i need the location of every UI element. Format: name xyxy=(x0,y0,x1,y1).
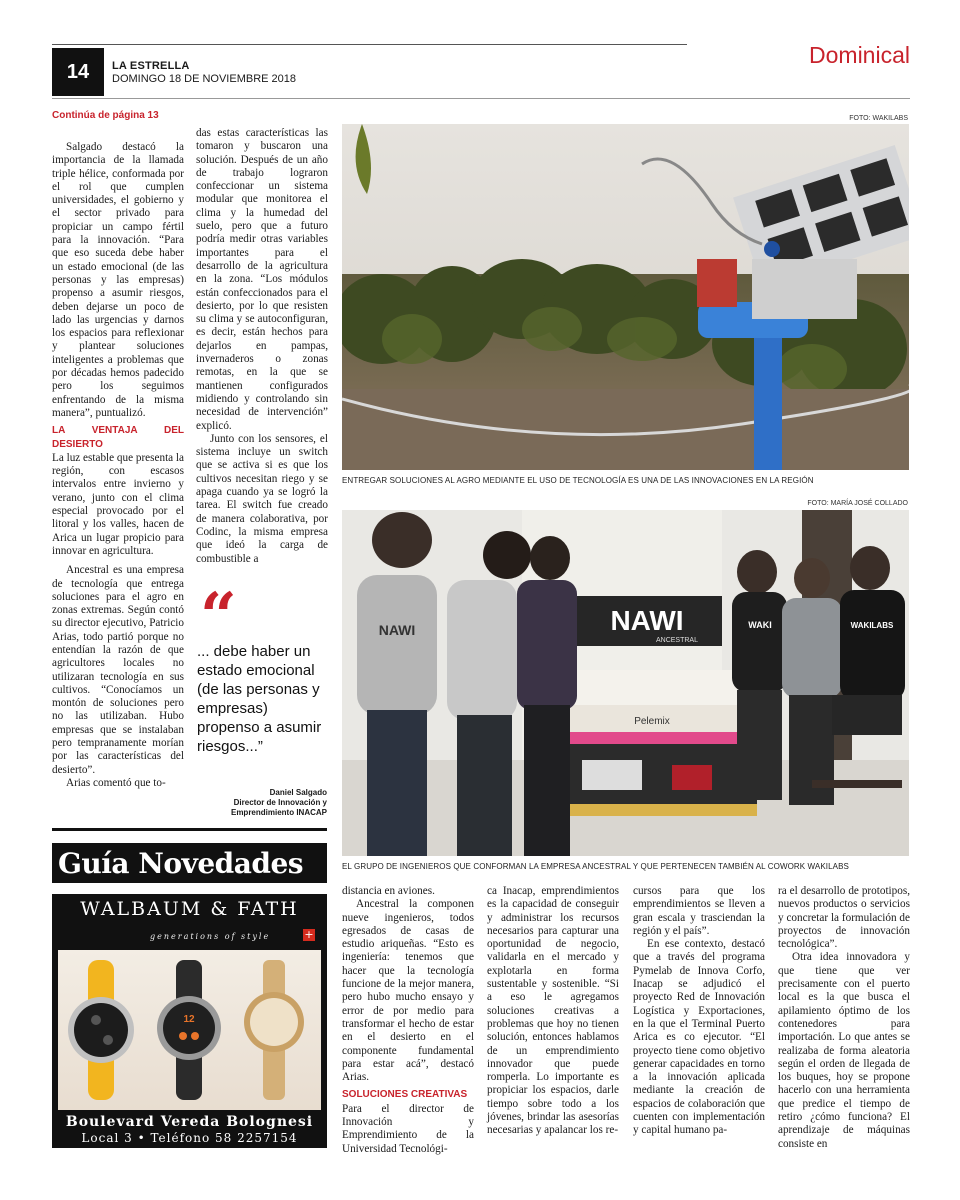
col1-paragraph: Arias comentó que to- xyxy=(66,776,166,789)
quote-attribution xyxy=(195,788,327,818)
box-label: Pelemix xyxy=(634,716,670,727)
shirt1-text: NAWI xyxy=(378,622,416,638)
col2-paragraph: das estas características las tomaron y buscaron una solución. Después de un año de trabajo lograron confeccionar un sistema modular que monitorea el clima y la humedad del suelo, pero que a futuro podría medir otras variables importantes para el desarrollo de la agricultura en la zona. “Los módulos están confeccionados para el desierto, por lo que resisten su clima y se autoconfiguran, es decir, están hechos para dejarlos en pampas, invernaderos o zonas remotas, en la que se mantienen configurados midiendo y controlando sin necesidad de intervención” explicó. xyxy=(196,127,328,432)
col4-paragraph: ca Inacap, emprendimientos es la capacidad de conseguir y administrar los recursos necesarios para capturar una oportunidad de negocio, validarla en el mercado y explotarla en forma sustentable y sostenible. “Si a eso le agregamos soluciones creativas a problemas que hoy no tienen solución, entonces hablamos de un emprendimiento innovador que puede romperla. Lo importante es propiciar los espacios, darle tiempo sobre todo a los jóvenes, brindar las asesorías necesarias y apalancar los re- xyxy=(487,885,619,1137)
sensor-field-image xyxy=(342,124,909,470)
subhead-soluciones: SOLUCIONES CREATIVAS xyxy=(342,1089,468,1101)
continued-note: Continúa de página 13 xyxy=(52,110,159,121)
photo2-caption: EL GRUPO DE INGENIEROS QUE CONFORMAN LA EMPRESA ANCESTRAL Y QUE PERTENECEN TAMBIÉN AL COWORK WAKILABS xyxy=(342,862,849,871)
top-rule xyxy=(52,44,687,45)
publication-name: LA ESTRELLA xyxy=(112,60,190,72)
page-number: 14 xyxy=(52,48,104,96)
ad-guide-title: Guía Novedades xyxy=(52,843,327,883)
group-image xyxy=(342,510,909,856)
article-column-1 xyxy=(52,141,184,790)
publication-date: DOMINGO 18 DE NOVIEMBRE 2018 xyxy=(112,73,296,85)
col6-paragraph: Otra idea innovadora y que tiene que ver precisamente con el puerto local es la que busca el apilamiento óptimo de los contenedores para importación. Lo que antes se realizaba de forma aleatoria según el orden de llegada de los buques, hoy se propone hacerlo con una herramienta que predice el tiempo de retiro ¿cómo funciona? El aprendizaje de máquinas consiste en xyxy=(778,951,910,1150)
col2-paragraph: Junto con los sensores, el sistema incluye un switch que se activa si es que los cultivos necesitan riego y se apaga cuando ya se logró la tarea. El switch fue creado de manera colaborativa, por Codinc, la misma empresa que ideó la carga de combustible a xyxy=(196,432,328,565)
photo2-credit: FOTO: MARÍA JOSÉ COLLADO xyxy=(807,500,908,507)
col3-paragraph: distancia en aviones. xyxy=(342,885,435,897)
quote-author: Daniel Salgado xyxy=(269,788,327,797)
ad-brand: WALBAUM & FATH xyxy=(80,898,299,920)
article-column-5 xyxy=(633,885,765,1138)
svg-text:12: 12 xyxy=(183,1014,195,1025)
photo-sensor-field xyxy=(342,124,909,470)
sign-text: NAWI xyxy=(610,605,684,636)
photo1-credit: FOTO: WAKILABS xyxy=(849,115,908,122)
pull-quote: ... debe haber un estado emocional (de las personas y empresas) propenso a asumir riesgos...” xyxy=(197,643,322,755)
col3-paragraph: Para el director de Innovación y Emprendimiento de la Universidad Tecnológi- xyxy=(342,1102,474,1155)
shirt3-text: WAKILABS xyxy=(850,621,894,630)
subhead-desierto: LA VENTAJA DEL DESIERTO xyxy=(52,425,184,450)
col3-paragraph: Ancestral la componen nueve ingenieros, todos egresados de casas de estudio ariqueñas. “Esto es ingeniería: tenemos que hacer que la tecnología funcione de la mejor manera, pero hubo mucho ensayo y error de por medio para transformar el hecho de estar en el desierto en el componente fundamental para estar acá”, destacó Arias. xyxy=(342,898,474,1084)
col1-paragraph: Ancestral es una empresa de tecnología que entrega soluciones para el agro en zonas extremas. Según contó su director ejecutivo, Patricio Arias, todo partió porque no entendían la razón de que agricultores locales no utilizaran tecnología en sus cultivos. “Conocíamos un montón de soluciones pero no las utilizaban. Hubo empresas que se instalaban pero tempranamente morían por las características del desierto”. xyxy=(52,564,184,776)
col1-paragraph: La luz estable que presenta la región, con escasos intervalos entre invierno y verano, junto con el clima especial provocado por el litoral y los valles, hacen de Arica un lugar propicio para innovar en agricultura. xyxy=(52,451,185,557)
section-title: Dominical xyxy=(809,42,910,68)
ad-phone: Local 3 • Teléfono 58 2257154 xyxy=(81,1131,298,1145)
photo-group xyxy=(342,510,909,856)
sign-subtext: ANCESTRAL xyxy=(655,637,699,644)
col6-paragraph: ra el desarrollo de prototipos, nuevos productos o servicios y concretar la formulación de proyectos de innovación tecnológica”. xyxy=(778,885,910,951)
ad-address: Boulevard Vereda Bolognesi xyxy=(65,1114,314,1130)
quote-mark-icon: “ xyxy=(200,579,237,654)
article-column-4 xyxy=(487,885,619,1138)
photo1-caption: ENTREGAR SOLUCIONES AL AGRO MEDIANTE EL USO DE TECNOLOGÍA ES UNA DE LAS INNOVACIONES EN LA REGIÓN xyxy=(342,476,814,485)
header-rule xyxy=(52,98,910,99)
swiss-flag-icon: + xyxy=(304,928,314,941)
ad-top-bar xyxy=(52,828,327,831)
article-column-2 xyxy=(196,127,328,566)
watch-display xyxy=(58,950,321,1110)
article-column-6 xyxy=(778,885,910,1151)
col5-paragraph: cursos para que los emprendimientos se lleven a gran escala y trasciendan la región y el país”. xyxy=(633,885,765,937)
watches-image xyxy=(58,950,321,1110)
col1-paragraph: Salgado destacó la importancia de la llamada triple hélice, conformada por el rol que cumplen universidades, el gobierno y el sector privado para propiciar un campo fértil para la innovación. “Para que eso suceda debe haber un estado emocional (de las personas y las empresas) propenso a asumir riesgos, deben dejarse un poco de lado las urgencias y darnos los espacios para reflexionar y plantear soluciones inteligentes a problemas que por décadas hemos padecido pero los seguimos enfrentando de la misma manera”, puntualizó. xyxy=(52,141,184,419)
col5-paragraph: En ese contexto, destacó que a través del programa Pymelab de Innova Corfo, Inacap se adjudicó el proyecto Red de Innovación Logística y Exportaciones, en la que el Terminal Puerto Arica es co ejecutor. “El proyecto tiene como objetivo generar capacidades en torno a la innovación aplicada mediante la creación de espacios de colaboración que cuenten con implementación y capital humano pa- xyxy=(633,938,765,1137)
quote-role: Director de Innovación y Emprendimiento INACAP xyxy=(230,798,327,817)
ad-tagline: generations of style xyxy=(150,932,271,941)
article-column-3 xyxy=(342,885,474,1156)
shirt2-text: WAKI xyxy=(748,620,772,630)
